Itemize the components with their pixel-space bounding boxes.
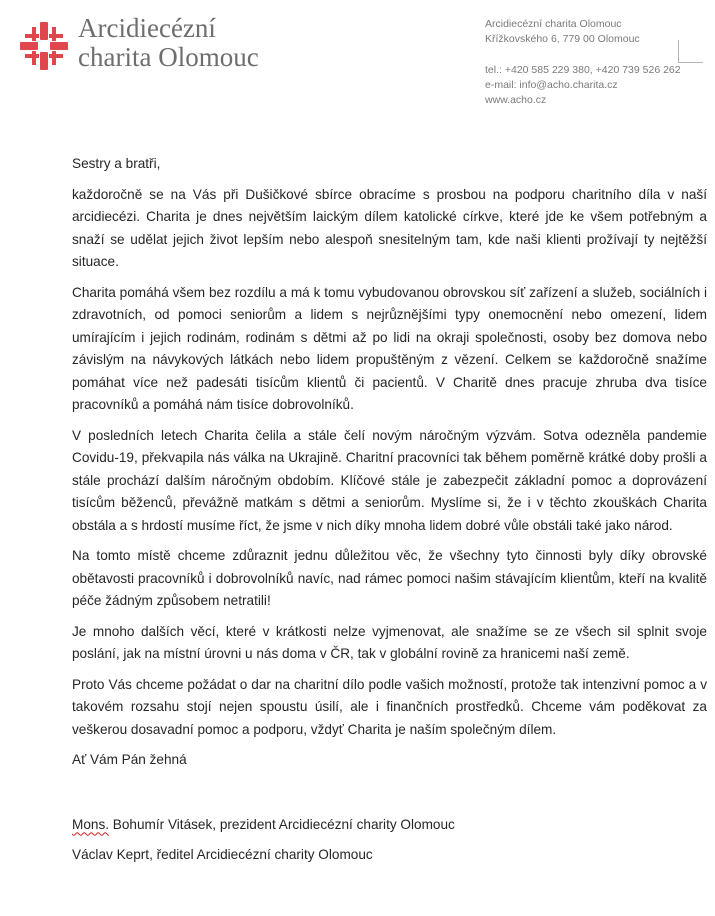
signature-director: Václav Keprt, ředitel Arcidiecézní charity Olomouc: [72, 847, 373, 862]
contact-phone: tel.: +420 585 229 380, +420 739 526 262: [485, 64, 681, 76]
salutation: Sestry a bratři,: [72, 156, 161, 171]
paragraph: Proto Vás chceme požádat o dar na charitní dílo podle vašich možností, protože tak intenzivní pomoc a v takovém rozsahu stojí nejen spoustu úsilí, ale i finančních prostředků. Chceme vám poděkovat za veškerou dosavadní pomoc a podporu, vždyť Charita je naším společným dílem.: [72, 676, 707, 737]
margin-corner-mark: [678, 40, 703, 63]
contact-email: e-mail: info@acho.charita.cz: [485, 79, 618, 91]
logo-line-1: Arcidiecézní: [78, 13, 216, 43]
signature-president-text: Bohumír Vitásek, prezident Arcidiecézní charity Olomouc: [109, 816, 455, 832]
paragraph: Je mnoho dalších věcí, které v krátkosti nelze vyjmenovat, ale snažíme se ze všech sil splnit svoje poslání, jak na místní úrovni u nás doma v ČR, tak v globální rovině za hranicemi naší země.: [72, 623, 707, 661]
contact-org: Arcidiecézní charita Olomouc: [485, 18, 622, 30]
contact-web: www.acho.cz: [485, 94, 547, 106]
contact-address: Křížkovského 6, 779 00 Olomouc: [485, 33, 640, 45]
charita-logo-icon: [16, 18, 72, 74]
paragraph: Charita pomáhá všem bez rozdílu a má k tomu vybudovanou obrovskou síť zařízení a služeb, sociálních i zdravotních, od pomoci seniorům a lidem s nejrůznějšími typy onemocnění nebo omezení, lidem umírajícím i jejich rodinám, rodinám s dětmi až po lidi na okraji společnosti, osoby bez domova nebo závislým na návykových látkách nebo lidem propuštěným z vězení. Celkem se každoročně snažíme pomáhat více než padesáti tisícům klientů či pacientů. V Charitě dnes pracuje zhruba dva tisíce pracovníků a pomáhá nám tisíce dobrovolníků.: [72, 284, 707, 412]
contact-block: [485, 17, 681, 108]
paragraph: každoročně se na Vás při Dušičkové sbírce obracíme s prosbou na podporu charitního díla v naší arcidiecézi. Charita je dnes největším laickým dílem katolické církve, které jde ke všem potřebným a snaží se udělat jejich život lepším nebo alespoň snesitelným tam, kde naši klienti prožívají ty nejtěžší situace.: [72, 186, 707, 269]
blessing: Ať Vám Pán žehná: [72, 752, 187, 767]
spellcheck-word[interactable]: Mons.: [72, 816, 110, 832]
paragraph: V posledních letech Charita čelila a stále čelí novým náročným výzvám. Sotva odezněla pandemie Covidu-19, překvapila nás válka na Ukrajině. Charitní pracovníci tak během poměrně krátké doby prošli a stále prochází dalším náročným obdobím. Klíčové stále je zabezpečit základní pomoc a doprovázení tisícům běženců, převážně matkám s dětmi a seniorům. Myslíme si, že i v těchto zkouškách Charita obstála a s hrdostí musíme říct, že jsme v nich díky mnoha lidem dobré vůle obstáli také jako národ.: [72, 427, 707, 533]
signature-president: [72, 814, 707, 837]
paragraph: Na tomto místě chceme zdůraznit jednu důležitou věc, že všechny tyto činnosti byly díky obrovské obětavosti pracovníků i dobrovolníků navíc, nad rámec pomoci našim stávajícím klientům, kteří na kvalitě péče žádným způsobem netratili!: [72, 548, 707, 608]
logo-line-2: charita Olomouc: [78, 42, 259, 72]
organization-logo-text: [78, 14, 259, 72]
letter-body: [72, 153, 707, 875]
